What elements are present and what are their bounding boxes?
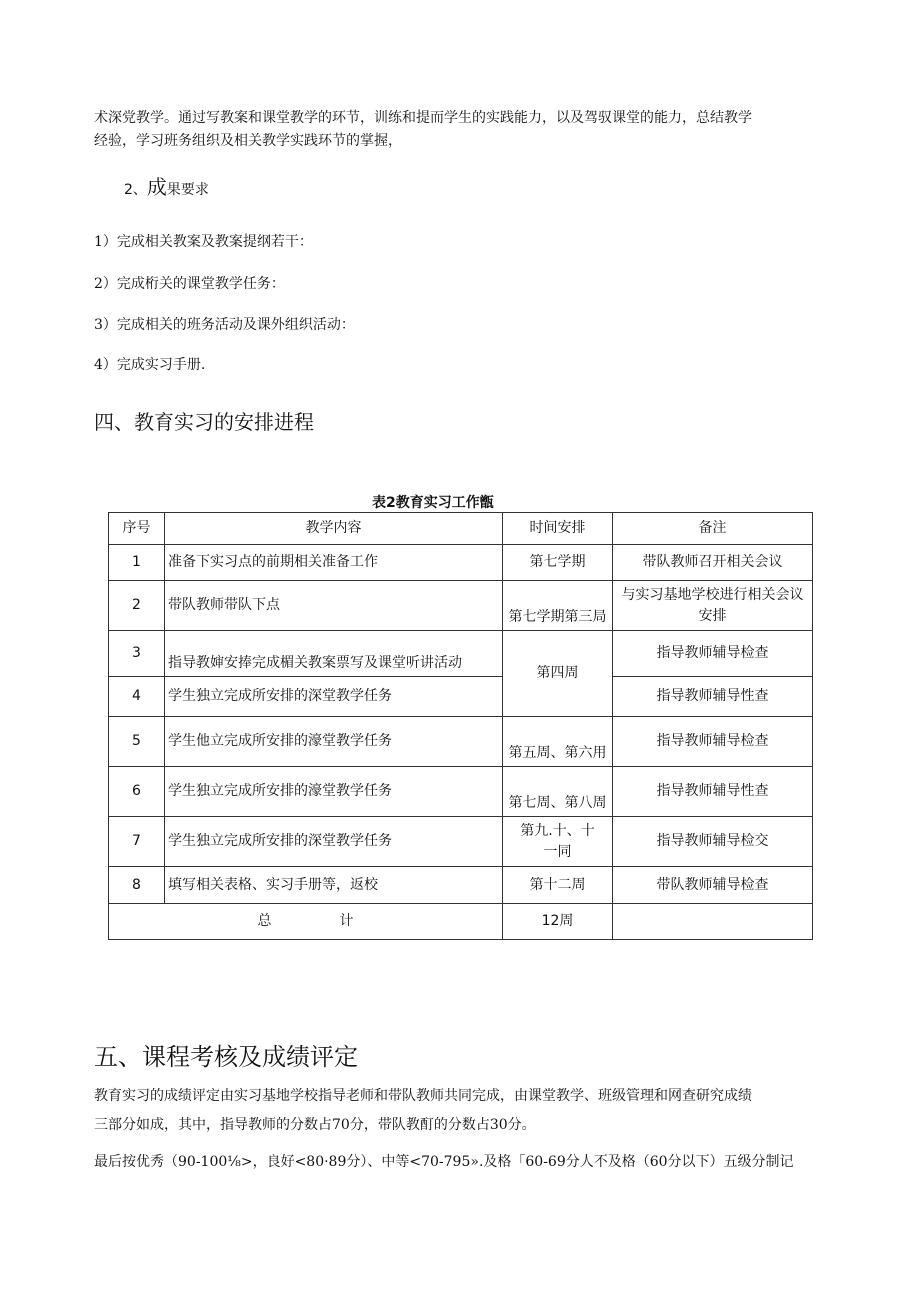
table-row: [109, 631, 813, 677]
row-time: 第七周、第八周: [503, 767, 613, 817]
row-note: 指导教师辅导检交: [613, 817, 813, 867]
row-note: 指导教师辅导性查: [613, 767, 813, 817]
section-2-big-char: 成: [146, 175, 167, 199]
requirement-item-3: 3）完成相关的班务活动及课外组织活动：: [94, 317, 355, 333]
assessment-line-2: 三部分如成，其中，指导教师的分数占70分，带队教酊的分数占30分。: [94, 1117, 536, 1133]
total-label-2: 计: [339, 913, 354, 929]
row-content: 学生独立完成所安排的濠堂教学任务: [165, 767, 503, 817]
row-no: 6: [109, 767, 165, 817]
requirement-item-4: 4）完成实习手册.: [94, 357, 206, 373]
heading-arrangement: 四、教育实习的安排进程: [94, 410, 314, 434]
row-content: 准备下实习点的前期相关准备工作: [165, 545, 503, 581]
table-row: [109, 867, 813, 904]
row-content: 填写相关表格、实习手册等，返校: [165, 867, 503, 904]
header-content: 教学内容: [165, 513, 503, 545]
row-content: 学生他立完成所安排的濠堂教学任务: [165, 717, 503, 767]
requirement-item-2: 2）完成桁关的课堂教学任务：: [94, 276, 285, 292]
table-caption: 表2教育实习工作甑: [372, 495, 494, 511]
table-row: [109, 767, 813, 817]
table-row: [109, 677, 813, 717]
row-content: 学生独立完成所安排的深堂教学任务: [165, 817, 503, 867]
table-total-row: [109, 904, 813, 940]
row-content: 带队教师带队下点: [165, 581, 503, 631]
row-time: 第七学期: [503, 545, 613, 581]
schedule-table: [108, 512, 813, 940]
row-note: 与实习基地学校进行相关会议安排: [613, 581, 813, 631]
row-time: 第十二周: [503, 867, 613, 904]
row-no: 5: [109, 717, 165, 767]
assessment-line-1: 教育实习的成绩评定由实习基地学校指导老师和带队教师共同完成，由课堂教学、班级管理和网查研究成绩: [94, 1088, 752, 1104]
row-no: 8: [109, 867, 165, 904]
total-label: [109, 904, 503, 940]
table-row: [109, 545, 813, 581]
intro-line-1: 术深党教学。通过写教案和课堂教学的环节，训练和提而学生的实践能力，以及驾驭课堂的能力，总结教学: [94, 110, 752, 126]
section-2-title-rest: 果要求: [166, 182, 209, 198]
table-row: [109, 817, 813, 867]
row-no: 1: [109, 545, 165, 581]
row-no: 3: [109, 631, 165, 677]
total-note-empty: [613, 904, 813, 940]
section-2-heading: [124, 171, 209, 200]
row-content: 学生独立完成所安排的深堂教学任务: [165, 677, 503, 717]
row-time: 第七学期第三局: [503, 581, 613, 631]
requirement-item-1: 1）完成相关教案及教案提纲若干：: [94, 234, 313, 250]
table-row: [109, 581, 813, 631]
header-no: 序号: [109, 513, 165, 545]
section-2-number: 2、: [124, 182, 147, 198]
table-header-row: [109, 513, 813, 545]
row-content: 指导教婶安捧完成楣关教案票写及课堂听讲活动: [165, 631, 503, 677]
row-time: 第五周、第六用: [503, 717, 613, 767]
table-row: [109, 717, 813, 767]
row-note: 带队教师召开相关会议: [613, 545, 813, 581]
row-note: 指导教师辅导性查: [613, 677, 813, 717]
total-label-1: 总: [257, 913, 272, 929]
row-note: 带队教师辅导检查: [613, 867, 813, 904]
header-time: 时间安排: [503, 513, 613, 545]
row-time: 第四周: [503, 631, 613, 717]
heading-assessment: 五、课程考核及成绩评定: [94, 1043, 358, 1071]
total-value: 12周: [503, 904, 613, 940]
header-note: 备注: [613, 513, 813, 545]
assessment-line-3: 最后按优秀（90-100⅛>，良好<80·89分）、中等<70-795».及格「60-69分人不及格（60分以下）五级分制记: [94, 1154, 794, 1170]
intro-line-2: 经验，学习班务组织及相关教学实践环节的掌握，: [94, 133, 402, 149]
row-note: 指导教师辅导检查: [613, 631, 813, 677]
row-no: 4: [109, 677, 165, 717]
row-no: 2: [109, 581, 165, 631]
row-note: 指导教师辅导检查: [613, 717, 813, 767]
row-time: 第九.十、十一同: [503, 817, 613, 867]
row-no: 7: [109, 817, 165, 867]
